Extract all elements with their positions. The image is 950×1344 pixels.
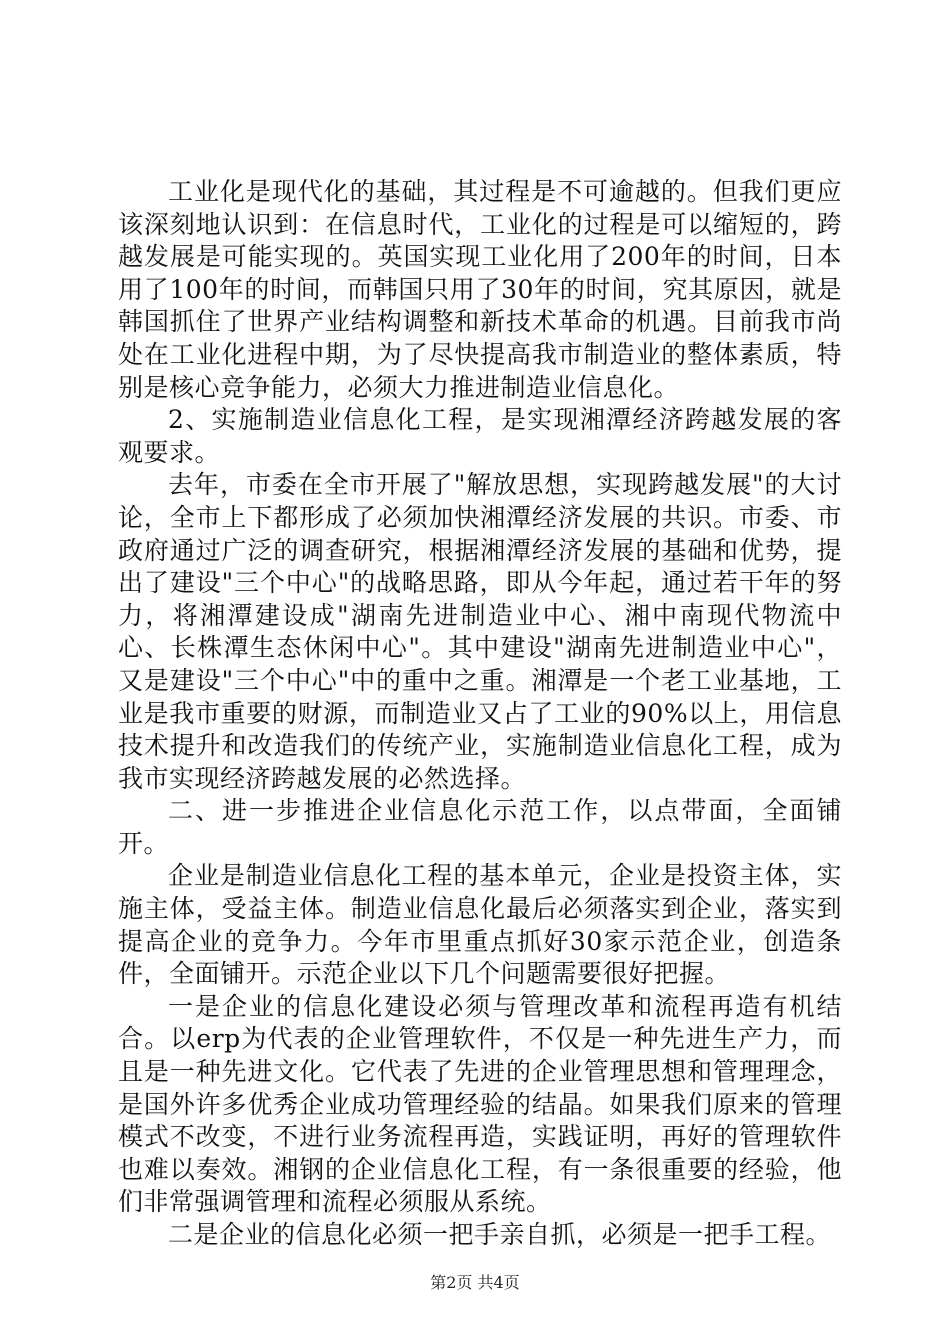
paragraph-last-year: 去年，市委在全市开展了"解放思想，实现跨越发展"的大讨论，全市上下都形成了必须加快湘潭经济发展的共识。市委、市政府通过广泛的调查研究，根据湘潭经济发展的基础和优势，提出了建设"三个中心"的战略思路，即从今年起，通过若干年的努力，将湘潭建设成"湖南先进制造业中心、湘中南现代物流中心、长株潭生态休闲中心"。其中建设"湖南先进制造业中心"，又是建设"三个中心"中的重中之重。湘潭是一个老工业基地，工业是我市重要的财源，而制造业又占了工业的90%以上，用信息技术提升和改造我们的传统产业，实施制造业信息化工程，成为我市实现经济跨越发展的必然选择。 — [118, 470, 842, 793]
paragraph-heading-2: 2、实施制造业信息化工程，是实现湘潭经济跨越发展的客观要求。 — [118, 405, 842, 467]
paragraph-heading-section-two: 二、进一步推进企业信息化示范工作，以点带面，全面铺开。 — [118, 796, 842, 858]
paragraph-industrialization: 工业化是现代化的基础，其过程是不可逾越的。但我们更应该深刻地认识到：在信息时代，工业化的过程是可以缩短的，跨越发展是可能实现的。英国实现工业化用了200年的时间，日本用了100年的时间，而韩国只用了30年的时间，究其原因，就是韩国抓住了世界产业结构调整和新技术革命的机遇。目前我市尚处在工业化进程中期，为了尽快提高我市制造业的整体素质，特别是核心竞争能力，必须大力推进制造业信息化。 — [118, 177, 842, 402]
page-number-footer: 第2页 共4页 — [430, 1273, 520, 1292]
paragraph-enterprise: 企业是制造业信息化工程的基本单元，企业是投资主体，实施主体，受益主体。制造业信息化最后必须落实到企业，落实到提高企业的竞争力。今年市里重点抓好30家示范企业，创造条件，全面铺开。示范企业以下几个问题需要很好把握。 — [118, 861, 842, 989]
document-body — [118, 176, 842, 1252]
paragraph-point-one: 一是企业的信息化建设必须与管理改革和流程再造有机结合。以erp为代表的企业管理软件，不仅是一种先进生产力，而且是一种先进文化。它代表了先进的企业管理思想和管理理念，是国外许多优秀企业成功管理经验的结晶。如果我们原来的管理模式不改变，不进行业务流程再造，实践证明，再好的管理软件也难以奏效。湘钢的企业信息化工程，有一条很重要的经验，他们非常强调管理和流程必须服从系统。 — [118, 991, 842, 1217]
paragraph-point-two: 二是企业的信息化必须一把手亲自抓，必须是一把手工程。 — [168, 1220, 832, 1249]
